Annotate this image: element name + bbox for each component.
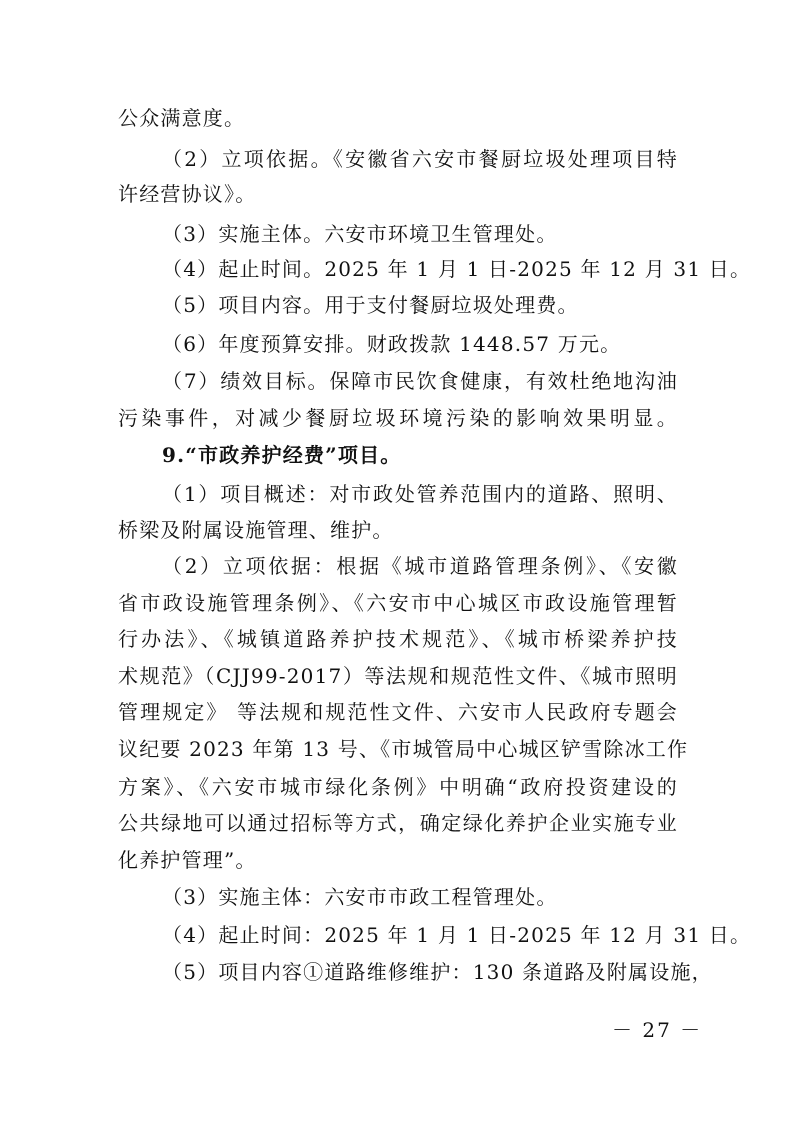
- paragraph-line: 桥梁及附属设施管理、维护。: [118, 518, 394, 542]
- paragraph-line: （4）起止时间。2025 年 1 月 1 日-2025 年 12 月 31 日。: [162, 257, 752, 281]
- paragraph-line: 化养护管理”。: [118, 848, 257, 872]
- paragraph-line: （7）绩效目标。保障市民饮食健康，有效杜绝地沟油: [162, 369, 678, 393]
- paragraph-line: （5）项目内容①道路维修维护：130 条道路及附属设施，: [162, 960, 713, 984]
- page-number: － 27 －: [612, 1018, 703, 1042]
- paragraph-line: 许经营协议》。: [118, 182, 257, 206]
- paragraph-line: （3）实施主体。六安市环境卫生管理处。: [162, 222, 558, 246]
- paragraph-line: 议纪要 2023 年第 13 号、《市城管局中心城区铲雪除冰工作: [118, 737, 689, 761]
- paragraph-line: （2）立项依据。《安徽省六安市餐厨垃圾处理项目特: [162, 147, 678, 171]
- paragraph-line: 方案》、《六安市城市绿化条例》中明确“政府投资建设的: [118, 775, 678, 799]
- paragraph-line: 术规范》（CJJ99-2017）等法规和规范性文件、《城市照明: [118, 664, 678, 688]
- paragraph-line: （6）年度预算安排。财政拨款 1448.57 万元。: [162, 332, 622, 356]
- section-heading: 9.“市政养护经费”项目。: [162, 443, 402, 467]
- paragraph-line: 污染事件，对减少餐厨垃圾环境污染的影响效果明显。: [118, 406, 678, 430]
- paragraph-line: （2）立项依据：根据《城市道路管理条例》、《安徽: [162, 554, 678, 578]
- paragraph-line: 省市政设施管理条例》、《六安市中心城区市政设施管理暂: [118, 591, 678, 615]
- paragraph-line: （5）项目内容。用于支付餐厨垃圾处理费。: [162, 293, 579, 317]
- paragraph-line: 行办法》、《城镇道路养护技术规范》、《城市桥梁养护技: [118, 627, 678, 651]
- paragraph-line: （4）起止时间：2025 年 1 月 1 日-2025 年 12 月 31 日。: [162, 923, 752, 947]
- paragraph-line: （3）实施主体：六安市市政工程管理处。: [162, 885, 558, 909]
- paragraph-line: 公众满意度。: [118, 106, 246, 130]
- paragraph-line: （1）项目概述：对市政处管养范围内的道路、照明、: [162, 482, 678, 506]
- paragraph-line: 管理规定》 等法规和规范性文件、六安市人民政府专题会: [118, 700, 678, 724]
- paragraph-line: 公共绿地可以通过招标等方式，确定绿化养护企业实施专业: [118, 811, 678, 835]
